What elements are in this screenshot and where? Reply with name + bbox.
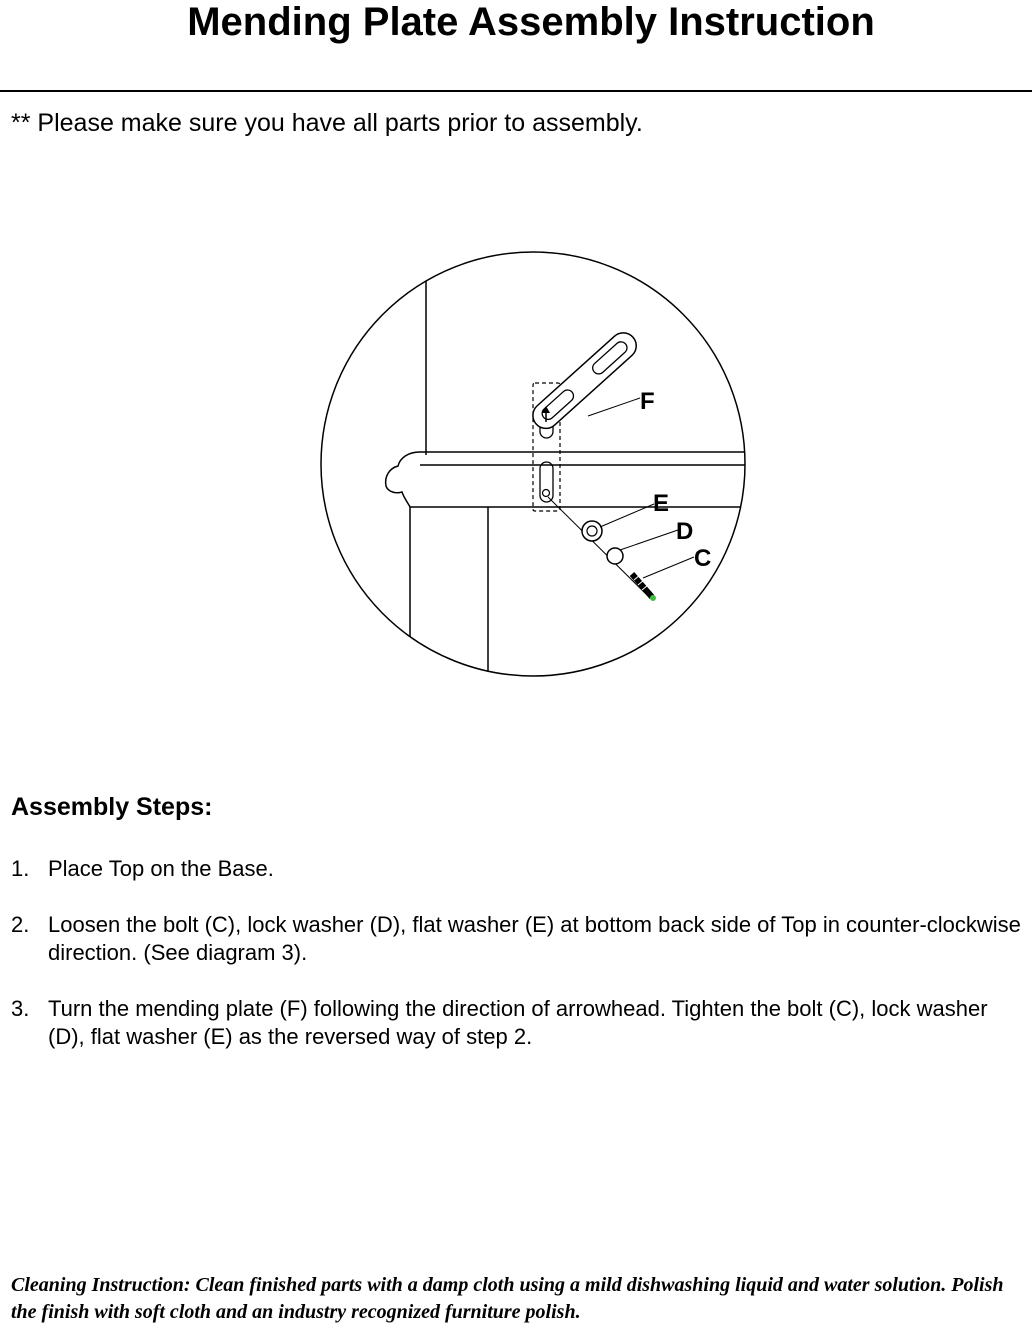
cleaning-instruction: Cleaning Instruction: Clean finished parts with a damp cloth using a mild dishwashing liquid and water solution. Polish the finish with soft cloth and an industry recognized furniture polish. — [11, 1274, 1004, 1323]
leader-line-c — [643, 557, 694, 578]
mending-plate-diagram — [0, 230, 1032, 700]
assembly-steps-heading: Assembly Steps: — [11, 793, 213, 821]
label-f: F — [640, 388, 655, 415]
detail-circle — [321, 252, 745, 676]
label-d: D — [676, 518, 694, 545]
leader-line-d — [620, 530, 678, 550]
title-divider — [0, 90, 1032, 92]
step-text: Turn the mending plate (F) following the direction of arrowhead. Tighten the bolt (C), lock washer (D), flat washer (E) as the reversed way of step 2. — [48, 996, 988, 1049]
bolt-hole — [543, 490, 550, 497]
step-text: Loosen the bolt (C), lock washer (D), flat washer (E) at bottom back side of Top in counter-clockwise direction. (See diagram 3). — [48, 912, 1021, 965]
step-number: 1. — [11, 856, 30, 881]
parts-notice: ** Please make sure you have all parts prior to assembly. — [11, 109, 643, 137]
bolt-c — [632, 574, 652, 597]
step-number: 2. — [11, 912, 30, 937]
step-number: 3. — [11, 996, 30, 1021]
assembly-step — [11, 855, 1021, 883]
label-c: C — [694, 545, 712, 572]
flat-washer-e — [582, 521, 602, 541]
page-title: Mending Plate Assembly Instruction — [187, 0, 875, 44]
assembly-step — [11, 911, 1021, 967]
lock-washer-d — [607, 548, 623, 564]
assembly-steps-list — [11, 855, 1021, 1079]
assembly-step — [11, 995, 1021, 1051]
leader-line-f — [588, 398, 640, 416]
label-e: E — [653, 490, 670, 517]
step-text: Place Top on the Base. — [48, 856, 274, 881]
top-molding-profile — [386, 452, 420, 507]
